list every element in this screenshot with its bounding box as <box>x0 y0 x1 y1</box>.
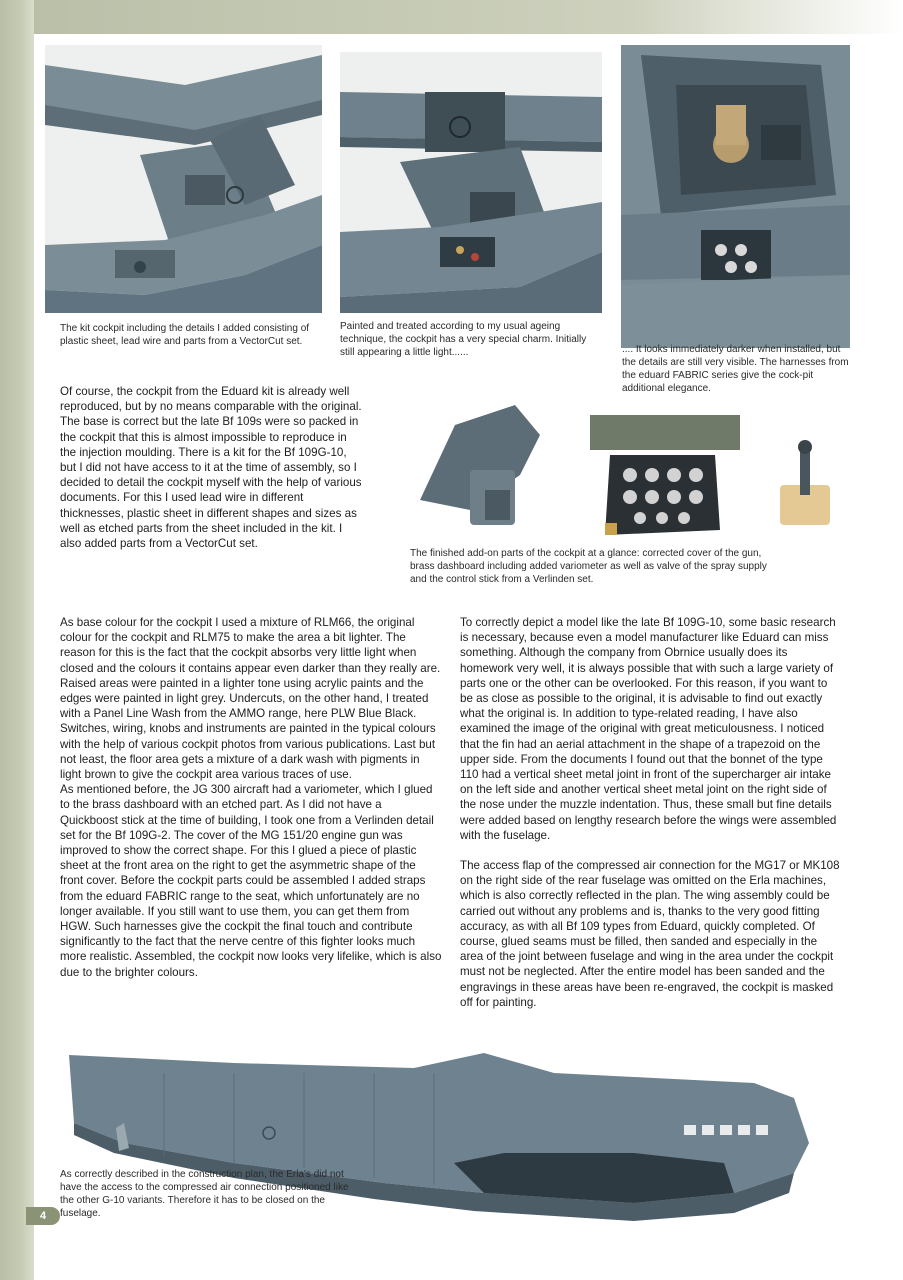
caption-addon-parts: The finished add-on parts of the cockpit at a glance: corrected cover of the gun, brass dashboard including added variometer as well as valve of the spray supply and the control stick from a Verlinden set. <box>410 548 767 585</box>
intro-text: Of course, the cockpit from the Eduard kit is already well reproduced, but by no means comparable with the original. The base is correct but the late Bf 109s were so packed in the cockpit that this is almost impossible to reproduce in the injection moulding. There is a kit for the Bf 109G-10, but I did not have access to it at the time of assembly, so I decided to detail the cockpit myself with the help of various documents. For this I used lead wire in different thicknesses, plastic sheet in different shapes and sizes as well as etched parts from the sheet included in the kit. I also added parts from a VectorCut set. <box>60 385 362 551</box>
page-number: 4 <box>26 1207 60 1225</box>
caption-kit-cockpit: The kit cockpit including the details I added consisting of plastic sheet, lead wire and parts from a VectorCut set. <box>60 323 310 347</box>
photo-kit-cockpit <box>45 45 322 313</box>
caption-fuselage: As correctly described in the construction plan, the Erla's did not have the access to the compressed air connection positioned like the other G-10 variants. Therefore it has to be closed on the fuselage. <box>60 1169 349 1219</box>
caption-installed-cockpit: .... It looks immediately darker when installed, but the details are still very visible. The harnesses from the eduard FABRIC series give the cock-pit additional elegance. <box>622 344 849 394</box>
page-frame-top <box>0 0 903 34</box>
caption-painted-cockpit: Painted and treated according to my usual ageing technique, the cockpit has a very special charm. Initially still appearing a little light...... <box>340 321 587 358</box>
left-paragraph-2: As mentioned before, the JG 300 aircraft had a variometer, which I glued to the brass dashboard with an etched part. As I did not have a Quickboost stick at the time of building, I took one from a Verlinden detail set for the Bf 109G-2. The cover of the MG 151/20 engine gun was improved to show the correct shape. For this I glued a piece of plastic sheet at the front area on the right to get the asymmetric shape of the front cover. Before the cockpit parts could be assembled I added straps from the eduard FABRIC range to the seat, which unfortunately are no longer available. If you still want to use them, you can get them from HGW. Such harnesses give the cockpit the final touch and contribute significantly to the fact that the nerve centre of this fighter looks much more realistic. Assembled, the cockpit now looks very lifelike, which is also due to the brighter colours. <box>60 783 442 979</box>
photo-painted-cockpit <box>340 52 602 313</box>
right-paragraph-1: To correctly depict a model like the late Bf 109G-10, some basic research is necessary, because even a model manufacturer like Eduard can miss something. Although the company from Obrnice usually does its homework very well, it is always possible that with such a large variety of parts one or the other can be overlooked. For this reason, if you want to be as close as possible to the original, it is advisable to find out exactly what the original is. In addition to type-related reading, I have also examined the image of the original with great meticulousness. I noticed that the fin had an aerial attachment in the shape of a trapezoid on the upper side. From the documents I found out that the bonnet of the type 110 had a vertical sheet metal joint in front of the supercharger air intake on the left side and another vertical sheet metal joint on the right side of the nose under the muzzle indentation. Thus, these small but fine details were added based on lengthy research before the wings were assembled with the fuselage. <box>460 616 837 842</box>
intro-paragraph <box>60 384 362 551</box>
page-frame-left <box>0 0 34 1280</box>
left-paragraph-1: As base colour for the cockpit I used a mixture of RLM66, the original colour for the cockpit and RLM75 to make the area a bit lighter. The reason for this is the fact that the cockpit absorbs very little light when closed and the colours it contains appear even darker than they really are. Raised areas were painted in a lighter tone using acrylic paints and the edges were painted in light grey. Undercuts, on the other hand, I treated with a Panel Line Wash from the AMMO range, here PLW Blue Black. Switches, wiring, knobs and instruments are painted in the typical colours with the help of various cockpit photos from various publications. Last but not least, the floor area gets a mixture of a dark wash with pigments in light brown to give the cockpit area various traces of use. <box>60 616 441 782</box>
right-column <box>460 615 843 1010</box>
left-column <box>60 615 442 980</box>
photo-addon-parts <box>410 405 843 545</box>
right-paragraph-2: The access flap of the compressed air connection for the MG17 or MK108 on the right side of the rear fuselage was omitted on the Erla machines, which is also correctly reflected in the plan. The wing assembly could be carried out without any problems and is, thanks to the very good fitting accuracy, as with all Bf 109 types from Eduard, quickly completed. Of course, glued seams must be filled, then sanded and especially in the area of the joint between fuselage and wing in the area under the cockpit must not be neglected. After the entire model has been sanded and the engravings in these areas have been re-engraved, the cockpit is masked off for painting. <box>460 859 840 1009</box>
photo-installed-cockpit <box>621 45 850 348</box>
